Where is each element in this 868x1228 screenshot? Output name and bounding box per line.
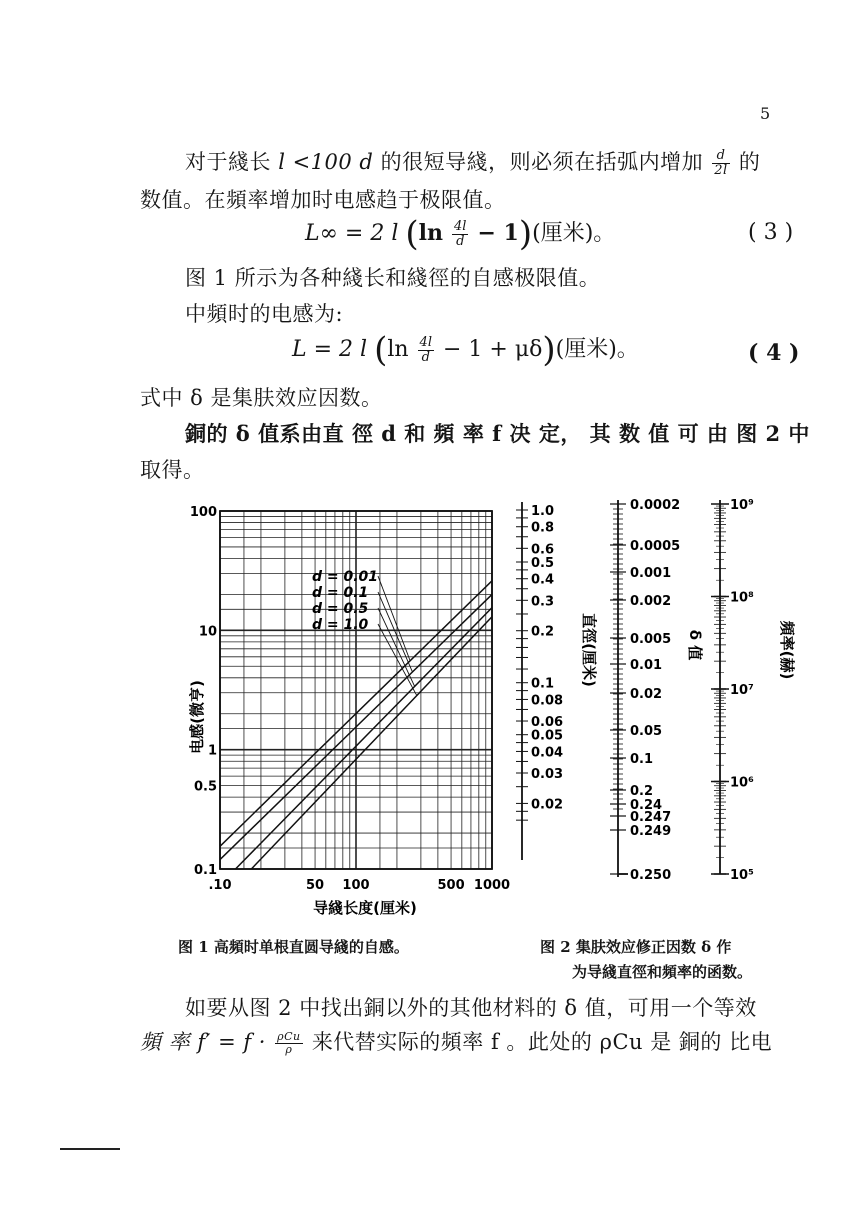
skin-effect-nomogram	[500, 490, 800, 900]
paragraph-5-line-1: 銅的 δ 值系由直 徑 d 和 頻 率 f 决 定， 其 数 值 可 由 图 2 中	[185, 421, 810, 446]
y-axis-label: 电感(微亨)	[188, 680, 206, 754]
series-label: d = 0.01	[312, 569, 379, 585]
series-label: d = 0.5	[312, 601, 369, 617]
x-tick-label: 1000	[473, 878, 510, 893]
series-line	[251, 617, 492, 869]
diameter-tick-label: 0.6	[531, 542, 555, 558]
frequency-tick-label: 10⁷	[730, 683, 754, 698]
paragraph-5-line-2: 取得。	[140, 458, 205, 482]
frequency-tick-label: 10⁶	[730, 775, 754, 791]
frequency-tick-label: 10⁵	[730, 868, 754, 883]
diameter-tick-label: 0.5	[531, 555, 555, 571]
delta-tick-label: 0.247	[630, 810, 672, 825]
x-tick-label: 500	[437, 878, 465, 893]
figure-1-caption: 图 1 高頻时单根直圆导綫的自感。	[178, 938, 409, 956]
frequency-tick-label: 10⁹	[730, 498, 754, 513]
delta-tick-label: 0.05	[630, 724, 663, 739]
diameter-tick-label: 0.02	[531, 797, 564, 813]
diameter-tick-label: 0.4	[531, 572, 555, 588]
page-number: 5	[760, 104, 771, 123]
paragraph-6-line-1: 如要从图 2 中找出銅以外的其他材料的 δ 值，可用一个等效	[185, 996, 757, 1020]
y-tick-label: 10	[198, 624, 217, 640]
diameter-tick-label: 0.04	[531, 745, 564, 761]
diameter-tick-label: 0.03	[531, 767, 564, 783]
delta-tick-label: 0.250	[630, 868, 672, 883]
diameter-tick-label: 0.8	[531, 520, 555, 536]
y-tick-label: 100	[189, 505, 217, 520]
y-tick-label: 1	[207, 743, 217, 759]
delta-tick-label: 0.001	[630, 566, 672, 581]
x-axis-label: 导綫长度(厘米)	[313, 899, 417, 917]
delta-tick-label: 0.0005	[630, 539, 681, 554]
delta-tick-label: 0.01	[630, 658, 663, 673]
paragraph-6-line-2: 頻 率 f′ = f · $\frac{\text{ρCu}}{\rho}$ 来代替实际的頻率 f 。此处的 ρCu 是 銅的 比电	[140, 1030, 773, 1056]
x-tick-label: 100	[342, 878, 370, 893]
delta-tick-label: 0.249	[630, 824, 672, 839]
y-tick-label: 0.1	[193, 863, 217, 878]
series-leader-line	[378, 592, 412, 672]
delta-tick-label: 0.0002	[630, 498, 681, 513]
diameter-tick-label: 0.08	[531, 693, 564, 709]
paragraph-1-line-1: 对于綫长 l <100 d 的很短导綫，则必须在括弧内增加 $\frac{d}{2l}$ 的	[185, 148, 761, 178]
x-tick-label: .10	[208, 878, 232, 893]
series-line	[235, 608, 492, 869]
delta-tick-label: 0.24	[630, 798, 663, 813]
x-tick-label: 50	[306, 878, 325, 893]
series-label: d = 0.1	[312, 585, 369, 601]
y-tick-label: 0.5	[193, 779, 217, 795]
paragraph-4: 式中 δ 是集肤效应因数。	[140, 386, 383, 410]
series-label: d = 1.0	[312, 617, 369, 633]
frequency-tick-label: 10⁸	[730, 590, 754, 606]
delta-tick-label: 0.02	[630, 687, 663, 702]
delta-axis-label: δ 值	[686, 629, 704, 661]
frequency-axis-label: 頻率(赫)	[778, 620, 796, 680]
paragraph-2: 图 1 所示为各种綫长和綫徑的自感极限值。	[185, 266, 601, 290]
equation-4-number: ( 4 )	[748, 340, 800, 366]
figure-2-caption-line-2: 为导綫直徑和頻率的函数。	[572, 963, 753, 981]
chart-grid	[220, 511, 492, 869]
diameter-tick-label: 0.2	[531, 624, 555, 640]
equation-4: L = 2 l (ln $\frac{4l}{d}$ − 1 + μδ)(厘米)。	[292, 330, 639, 370]
equation-3-number: ( 3 )	[748, 220, 794, 245]
diameter-tick-label: 0.05	[531, 728, 564, 744]
diameter-axis-label: 直徑(厘米)	[580, 613, 598, 687]
diameter-tick-label: 1.0	[531, 504, 555, 519]
fraction-d-over-2l: $\frac{d}{2l}$	[714, 148, 728, 178]
chart-series-labels	[312, 569, 417, 696]
delta-tick-label: 0.1	[630, 752, 654, 767]
equation-3: L∞ = 2 l (ln $\frac{4l}{d}$ − 1)(厘米)。	[305, 214, 616, 254]
delta-tick-label: 0.005	[630, 632, 672, 647]
paragraph-1-line-2: 数值。在頻率增加时电感趋于极限值。	[140, 188, 506, 212]
inductance-chart	[180, 495, 510, 925]
diameter-tick-label: 0.1	[531, 676, 555, 692]
delta-tick-label: 0.2	[630, 784, 654, 799]
bottom-scan-rule	[60, 1148, 120, 1150]
delta-tick-label: 0.002	[630, 594, 672, 609]
diameter-tick-label: 0.3	[531, 594, 555, 610]
diameter-tick-label: 0.06	[531, 715, 564, 731]
figure-2-caption-line-1: 图 2 集肤效应修正因数 δ 作	[540, 938, 732, 956]
paragraph-3: 中頻时的电感为:	[185, 302, 344, 326]
